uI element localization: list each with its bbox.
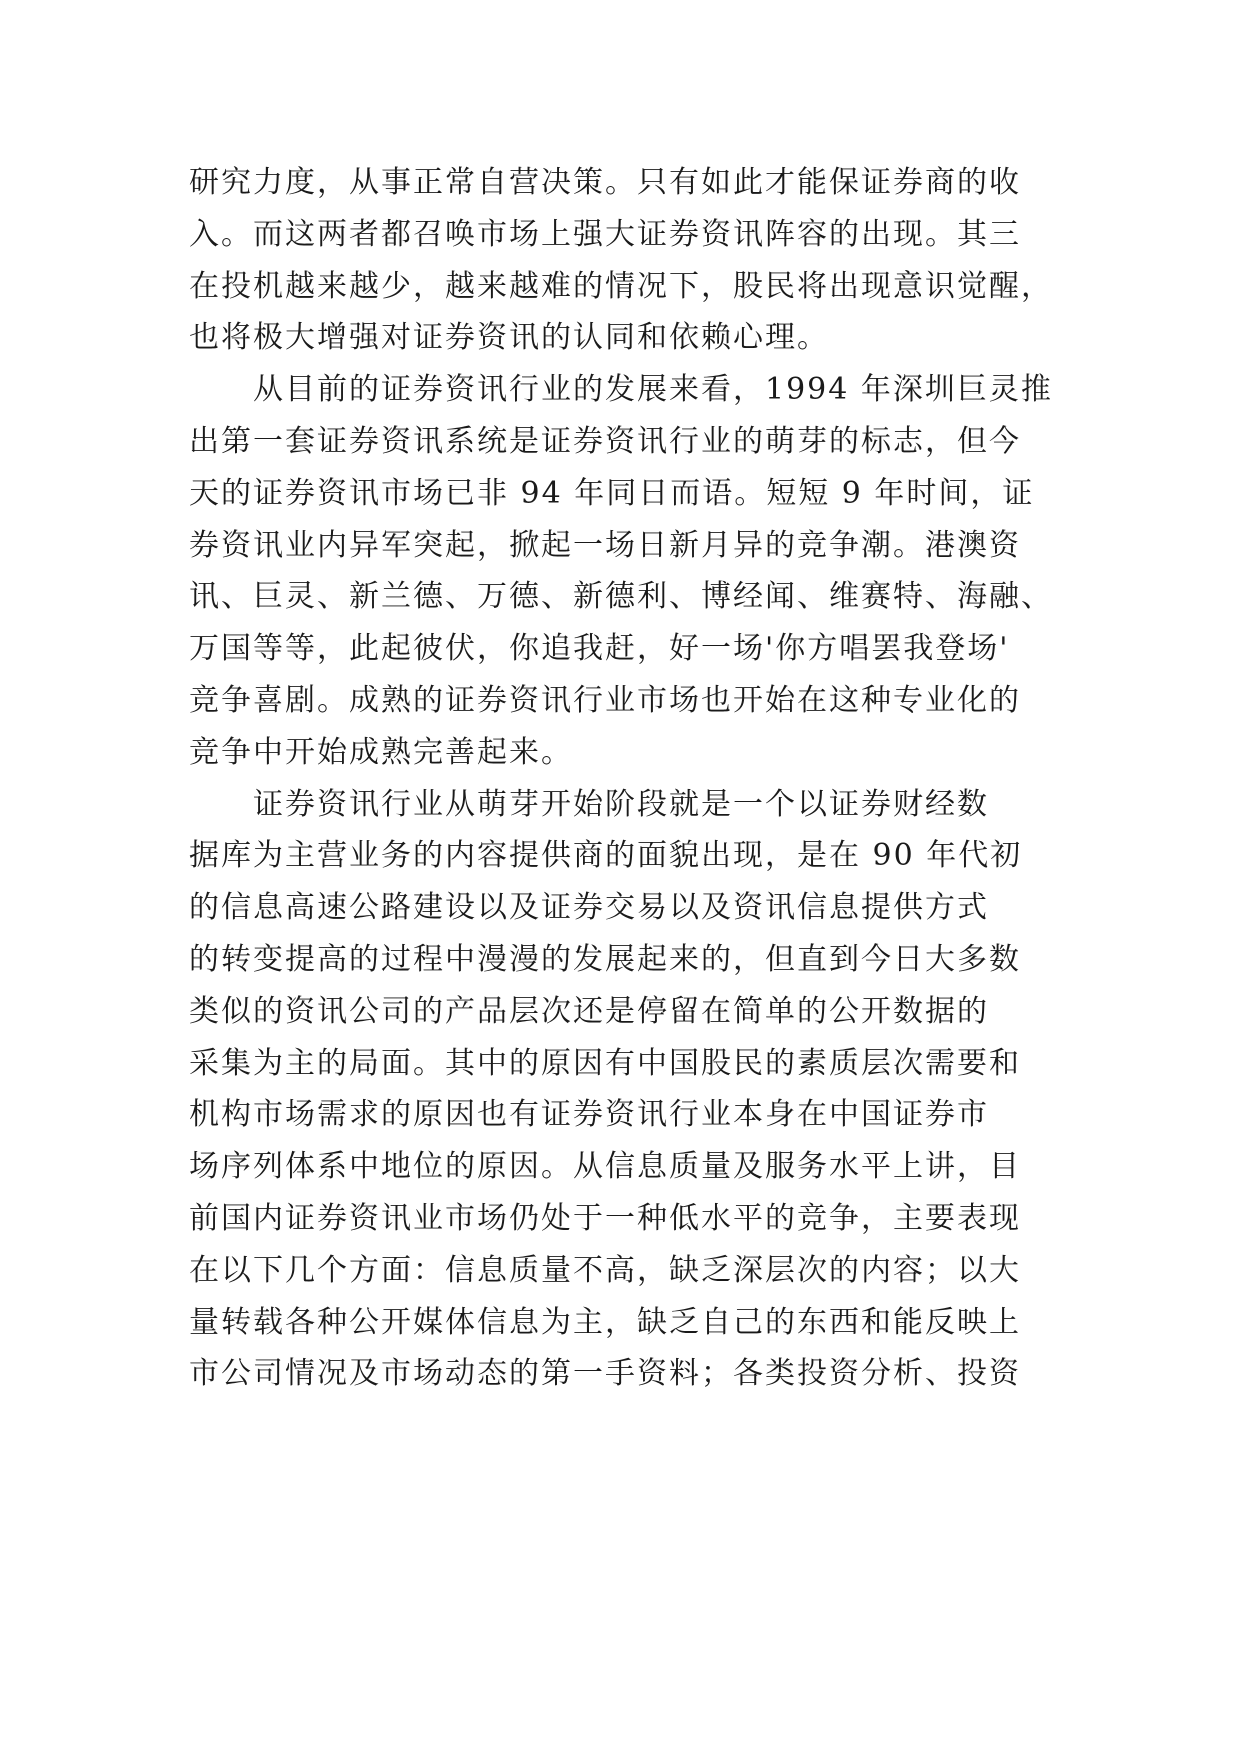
text-line: 从目前的证券资讯行业的发展来看，1994 年深圳巨灵推 (253, 372, 1053, 408)
text-line: 万国等等，此起彼伏，你追我赶，好一场'你方唱罢我登场' (189, 631, 1010, 667)
text-line: 在以下几个方面：信息质量不高，缺乏深层次的内容；以大 (189, 1252, 1021, 1288)
text-line: 市公司情况及市场动态的第一手资料；各类投资分析、投资 (189, 1356, 1021, 1392)
text-line: 出第一套证券资讯系统是证券资讯行业的萌芽的标志，但今 (189, 423, 1021, 459)
text-line: 研究力度，从事正常自营决策。只有如此才能保证券商的收 (189, 165, 1021, 200)
text-line: 在投机越来越少，越来越难的情况下，股民将出现意识觉醒， (189, 268, 1053, 304)
text-line: 据库为主营业务的内容提供商的面貌出现，是在 90 年代初 (189, 838, 1023, 874)
text-line: 场序列体系中地位的原因。从信息质量及服务水平上讲，目 (189, 1149, 1021, 1185)
text-line: 类似的资讯公司的产品层次还是停留在简单的公开数据的 (189, 993, 989, 1029)
text-line: 入。而这两者都召唤市场上强大证券资讯阵容的出现。其三 (189, 216, 1021, 252)
paragraph (189, 364, 1053, 778)
text-line: 的转变提高的过程中漫漫的发展起来的，但直到今日大多数 (189, 941, 1021, 977)
paragraph (189, 779, 1053, 1401)
text-line: 的信息高速公路建设以及证券交易以及资讯信息提供方式 (189, 890, 989, 926)
text-line: 天的证券资讯市场已非 94 年同日而语。短短 9 年时间，证 (189, 475, 1035, 511)
text-line: 竞争中开始成熟完善起来。 (189, 734, 573, 770)
text-line: 竞争喜剧。成熟的证券资讯行业市场也开始在这种专业化的 (189, 682, 1021, 718)
text-line: 讯、巨灵、新兰德、万德、新德利、博经闻、维赛特、海融、 (189, 579, 1053, 615)
text-line: 证券资讯行业从萌芽开始阶段就是一个以证券财经数 (253, 786, 989, 822)
text-line: 前国内证券资讯业市场仍处于一种低水平的竞争，主要表现 (189, 1200, 1021, 1236)
text-line: 量转载各种公开媒体信息为主，缺乏自己的东西和能反映上 (189, 1304, 1021, 1340)
text-line: 券资讯业内异军突起，掀起一场日新月异的竞争潮。港澳资 (189, 527, 1021, 563)
text-line: 也将极大增强对证券资讯的认同和依赖心理。 (189, 320, 829, 356)
paragraph (189, 157, 1053, 364)
text-line: 采集为主的局面。其中的原因有中国股民的素质层次需要和 (189, 1045, 1021, 1081)
document-body (189, 157, 1053, 1400)
text-line: 机构市场需求的原因也有证券资讯行业本身在中国证券市 (189, 1097, 989, 1133)
